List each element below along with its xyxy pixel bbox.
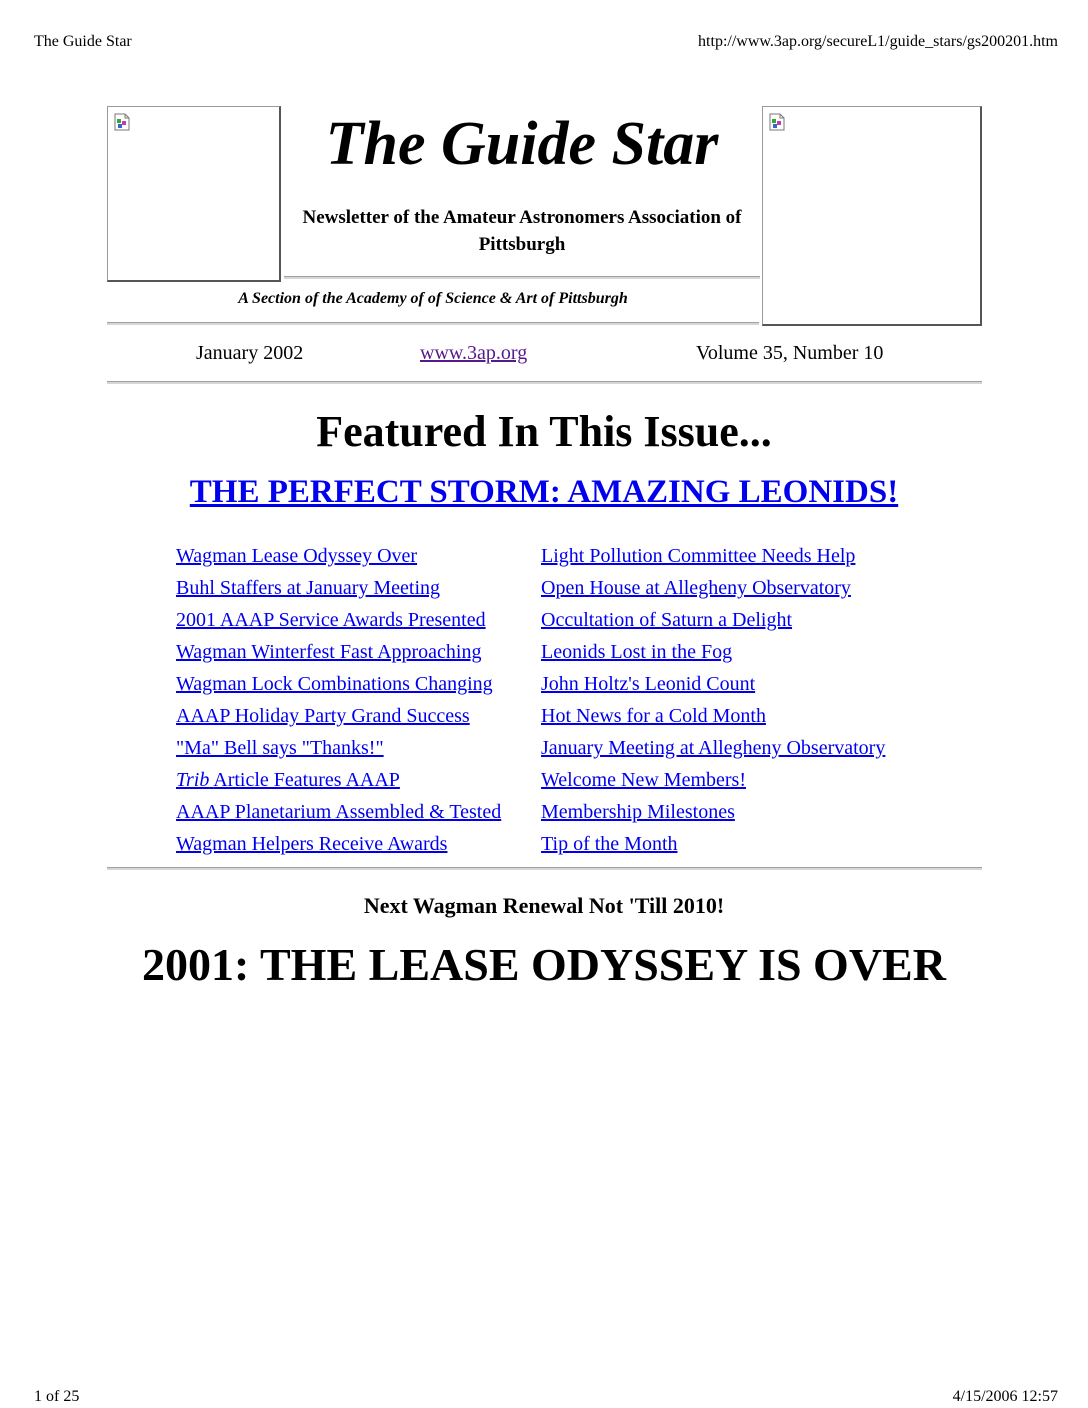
- article-link[interactable]: Light Pollution Committee Needs Help: [541, 545, 856, 567]
- article-link[interactable]: Wagman Lock Combinations Changing: [176, 673, 493, 695]
- print-header-url: http://www.3ap.org/secureL1/guide_stars/gs200201.htm: [698, 33, 1058, 50]
- article-link[interactable]: Wagman Winterfest Fast Approaching: [176, 641, 482, 663]
- lead-story-link[interactable]: THE PERFECT STORM: AMAZING LEONIDS!: [189, 474, 899, 510]
- print-header-title: The Guide Star: [34, 33, 132, 50]
- article-link[interactable]: Membership Milestones: [541, 801, 735, 823]
- broken-image-icon: [114, 113, 130, 131]
- article-link[interactable]: Tip of the Month: [541, 833, 678, 855]
- right-article-list: [541, 540, 885, 860]
- article-link[interactable]: Occultation of Saturn a Delight: [541, 609, 793, 631]
- article-link[interactable]: 2001 AAAP Service Awards Presented: [176, 609, 486, 631]
- left-masthead-image: [107, 106, 281, 282]
- website-link[interactable]: www.3ap.org: [420, 342, 528, 364]
- article-link[interactable]: January Meeting at Allegheny Observatory: [541, 737, 886, 759]
- featured-heading: Featured In This Issue...: [316, 407, 772, 456]
- article-link[interactable]: Hot News for a Cold Month: [541, 705, 766, 727]
- newsletter-title: The Guide Star: [325, 110, 719, 178]
- divider: [107, 867, 982, 870]
- article-link[interactable]: Welcome New Members!: [541, 769, 746, 791]
- divider: [107, 381, 982, 384]
- trib-label: Trib: [176, 769, 210, 791]
- volume-number: Volume 35, Number 10: [696, 342, 884, 364]
- article-link[interactable]: "Ma" Bell says "Thanks!": [176, 737, 384, 759]
- article-kicker: Next Wagman Renewal Not 'Till 2010!: [363, 893, 725, 918]
- newsletter-subtitle: Newsletter of the Amateur Astronomers Association of Pittsburgh: [302, 207, 742, 255]
- article-link[interactable]: Wagman Helpers Receive Awards: [176, 833, 448, 855]
- article-link[interactable]: AAAP Planetarium Assembled & Tested: [176, 801, 502, 823]
- trib-label-rest: Article Features AAAP: [213, 769, 400, 791]
- right-masthead-image: [762, 106, 982, 326]
- section-line: A Section of the Academy of of Science & Art of Pittsburgh: [238, 290, 628, 307]
- article-link[interactable]: Open House at Allegheny Observatory: [541, 577, 851, 599]
- divider: [284, 276, 760, 279]
- article-link[interactable]: Buhl Staffers at January Meeting: [176, 577, 441, 599]
- left-article-list: [176, 540, 501, 860]
- print-footer-page: 1 of 25: [34, 1388, 80, 1405]
- print-footer-timestamp: 4/15/2006 12:57: [952, 1388, 1058, 1405]
- article-link[interactable]: Leonids Lost in the Fog: [541, 641, 733, 663]
- article-link[interactable]: AAAP Holiday Party Grand Success: [176, 705, 470, 727]
- article-headline: 2001: THE LEASE ODYSSEY IS OVER: [142, 939, 946, 990]
- article-link[interactable]: Wagman Lease Odyssey Over: [176, 545, 418, 567]
- broken-image-icon: [769, 113, 785, 131]
- issue-date: January 2002: [196, 342, 304, 364]
- article-link[interactable]: John Holtz's Leonid Count: [541, 673, 756, 695]
- divider: [107, 322, 759, 325]
- article-link-trib[interactable]: [176, 764, 501, 796]
